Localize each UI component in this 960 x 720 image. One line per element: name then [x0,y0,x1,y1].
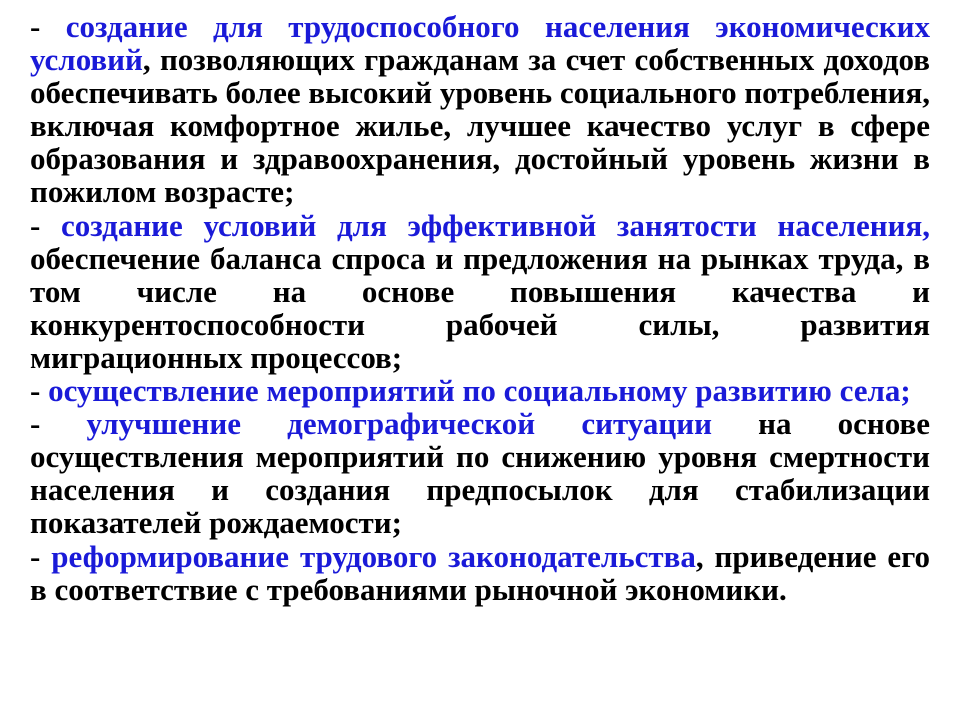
bullet-dash: - [30,9,66,44]
list-item-rural-development [30,374,930,407]
bullet-dash: - [30,406,87,442]
bullet-dash: - [30,207,61,243]
slide-body [30,10,930,606]
highlighted-text: осуществление мероприятий по социальному развитию села; [48,373,911,409]
bullet-dash: - [30,538,52,574]
item-text: , позволяющих гражданам за счет собственных доходов обеспечивать более высокий уровень социального потребления, включая комфортное жилье, лучшее качество услуг в сфере образования и здравоохранения, достойный уровень жизни в пожилом возрасте; [30,42,930,210]
highlighted-text: создание для трудоспособного населения экономических условий [30,9,930,78]
list-item-employment [30,209,930,374]
highlighted-text: реформирование трудового законодательства [51,538,696,574]
list-item-economic-conditions [30,10,930,209]
list-item-labor-law [30,540,930,606]
list-item-demography [30,407,930,539]
item-text: , приведение его в соответствие с требованиями рыночной экономики. [30,538,930,607]
highlighted-text: создание условий для эффективной занятости населения, [60,207,930,243]
item-text: на основе осуществления мероприятий по снижению уровня смертности населения и создания предпосылок для стабилизации показателей рождаемости; [30,406,931,541]
item-text: обеспечение баланса спроса и предложения на рынках труда, в том числе на основе повышения качества и конкурентоспособности рабочей силы, развития миграционных процессов; [30,240,930,375]
highlighted-text: улучшение демографической ситуации [86,406,712,442]
bullet-dash: - [30,373,49,409]
